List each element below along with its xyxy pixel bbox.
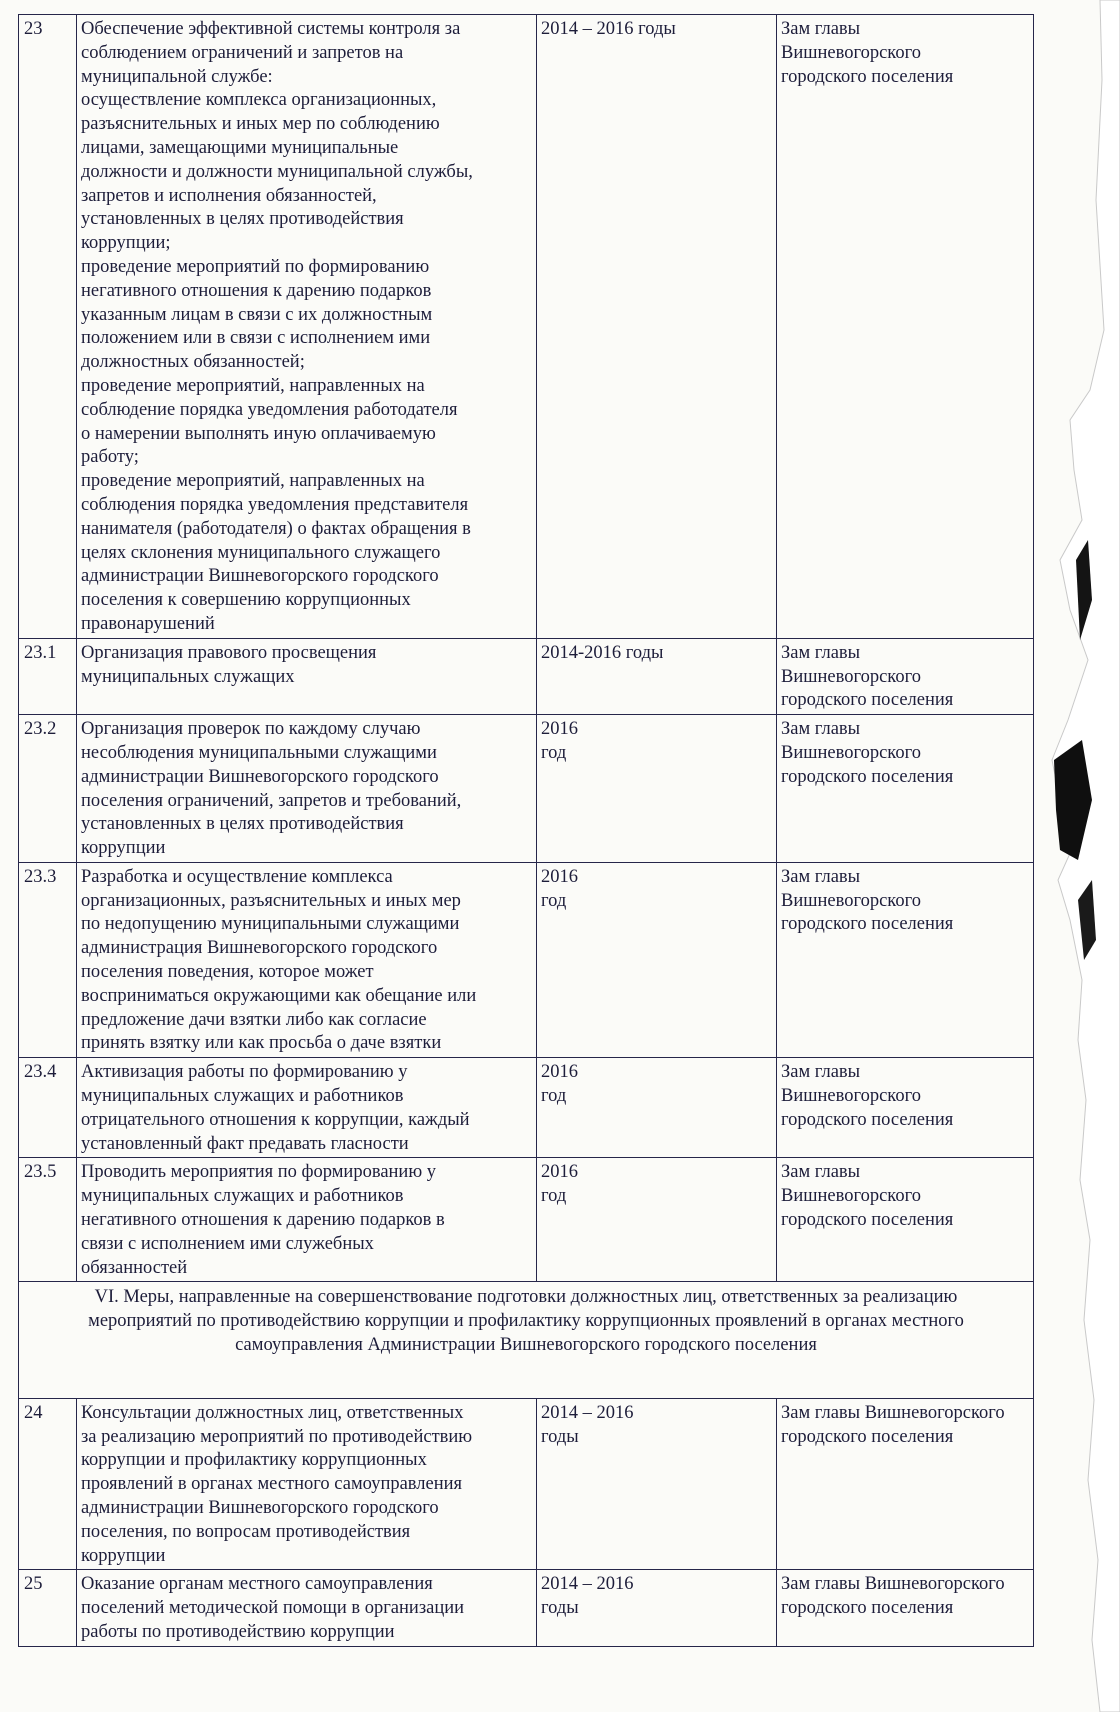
responsible-line: Вишневогорского — [781, 42, 921, 63]
activity-line: должностных обязанностей; — [81, 352, 305, 373]
responsible-line: Вишневогорского — [781, 1186, 921, 1207]
responsible-line: Зам главы — [781, 1162, 861, 1183]
row-number: 25 — [19, 1570, 77, 1646]
activity-line: нанимателя (работодателя) о фактах обращения в — [81, 518, 471, 539]
term-line: 2014 – 2016 — [541, 1402, 634, 1423]
activity-line: организационных, разъяснительных и иных мер — [81, 890, 461, 911]
table-row — [19, 862, 1034, 1057]
term-line: годы — [541, 1426, 579, 1447]
responsible-cell — [777, 862, 1034, 1057]
term-line: год — [541, 1186, 567, 1207]
activity-line: коррупции; — [81, 233, 171, 254]
activity-line: указанным лицам в связи с их должностным — [81, 304, 433, 325]
activity-cell — [77, 638, 537, 714]
table-row — [19, 1398, 1034, 1570]
responsible-line: Зам главы — [781, 866, 861, 887]
term-line: 2016 — [541, 866, 578, 887]
table-row — [19, 15, 1034, 639]
activity-line: лицами, замещающими муниципальные — [81, 137, 399, 158]
section-heading-row — [19, 1282, 1034, 1398]
responsible-line: городского поселения — [781, 66, 954, 87]
table-row — [19, 638, 1034, 714]
activity-line: коррупции — [81, 1545, 166, 1566]
term-cell — [537, 862, 777, 1057]
activity-line: муниципальных служащих — [81, 666, 295, 687]
activity-cell — [77, 1158, 537, 1282]
term-line: 2016 — [541, 1062, 578, 1083]
activity-line: установленных в целях противодействия — [81, 209, 404, 230]
activity-line: установленных в целях противодействия — [81, 814, 404, 835]
activity-line: Активизация работы по формированию у — [81, 1062, 408, 1083]
table-row — [19, 715, 1034, 863]
row-number: 23.1 — [19, 638, 77, 714]
responsible-line: городского поселения — [781, 1426, 954, 1447]
activity-line: установленный факт предавать гласности — [81, 1133, 409, 1154]
activity-line: администрация Вишневогорского городского — [81, 938, 438, 959]
activity-cell — [77, 862, 537, 1057]
activity-line: работу; — [81, 447, 139, 468]
activity-cell — [77, 15, 537, 639]
activity-line: о намерении выполнять иную оплачиваемую — [81, 423, 436, 444]
term-cell — [537, 715, 777, 863]
activity-line: муниципальных служащих и работников — [81, 1186, 404, 1207]
activity-line: поселения к совершению коррупционных — [81, 590, 411, 611]
responsible-line: городского поселения — [781, 1598, 954, 1619]
activity-line: администрации Вишневогорского городского — [81, 1498, 439, 1519]
responsible-line: Зам главы — [781, 642, 861, 663]
term-cell — [537, 15, 777, 639]
responsible-line: городского поселения — [781, 766, 954, 787]
responsible-cell — [777, 15, 1034, 639]
section-heading — [19, 1282, 1034, 1398]
row-number: 23.4 — [19, 1058, 77, 1158]
row-number: 23.5 — [19, 1158, 77, 1282]
responsible-line: Вишневогорского — [781, 666, 921, 687]
term-line: 2016 — [541, 1162, 578, 1183]
measures-table — [18, 14, 1034, 1647]
table-row — [19, 1058, 1034, 1158]
activity-line: положением или в связи с исполнением ими — [81, 328, 431, 349]
activity-line: поселения, по вопросам противодействия — [81, 1521, 411, 1542]
section-heading-line: самоуправления Администрации Вишневогорского городского поселения — [235, 1335, 817, 1356]
responsible-line: городского поселения — [781, 914, 954, 935]
term-line: год — [541, 890, 567, 911]
activity-line: предложение дачи взятки либо как согласие — [81, 1009, 427, 1030]
responsible-cell — [777, 1158, 1034, 1282]
responsible-line: Зам главы Вишневогорского — [781, 1402, 1005, 1423]
responsible-line: Вишневогорского — [781, 1086, 921, 1107]
activity-line: работы по противодействию коррупции — [81, 1622, 395, 1642]
responsible-line: городского поселения — [781, 690, 954, 711]
activity-line: Обеспечение эффективной системы контроля за — [81, 19, 461, 39]
term-line: годы — [541, 1598, 579, 1619]
activity-line: поселений методической помощи в организации — [81, 1598, 465, 1619]
activity-line: правонарушений — [81, 613, 215, 634]
activity-line: Организация проверок по каждому случаю — [81, 719, 421, 740]
section-heading-line: мероприятий по противодействию коррупции и профилактику коррупционных проявлений в органах местного — [88, 1311, 964, 1332]
row-number: 23.2 — [19, 715, 77, 863]
term-cell — [537, 1058, 777, 1158]
activity-line: разъяснительных и иных мер по соблюдению — [81, 114, 440, 135]
term-line: 2014-2016 годы — [541, 642, 664, 663]
term-line: год — [541, 1086, 567, 1107]
activity-line: поселения ограничений, запретов и требований, — [81, 790, 462, 811]
activity-line: администрации Вишневогорского городского — [81, 566, 439, 587]
activity-line: за реализацию мероприятий по противодействию — [81, 1426, 473, 1447]
activity-line: проведение мероприятий, направленных на — [81, 375, 425, 396]
activity-cell — [77, 715, 537, 863]
activity-line: коррупции и профилактику коррупционных — [81, 1450, 427, 1471]
table-row — [19, 1570, 1034, 1646]
term-cell — [537, 1398, 777, 1570]
activity-line: муниципальной службе: — [81, 66, 273, 87]
responsible-cell — [777, 1058, 1034, 1158]
activity-line: отрицательного отношения к коррупции, каждый — [81, 1109, 470, 1130]
activity-line: негативного отношения к дарению подарков в — [81, 1210, 445, 1231]
activity-line: коррупции — [81, 838, 166, 859]
activity-line: обязанностей — [81, 1257, 188, 1278]
responsible-cell — [777, 1570, 1034, 1646]
term-cell — [537, 1570, 777, 1646]
activity-line: принять взятку или как просьба о даче взятки — [81, 1033, 442, 1054]
activity-line: осуществление комплекса организационных, — [81, 90, 437, 111]
term-cell — [537, 1158, 777, 1282]
activity-line: связи с исполнением ими служебных — [81, 1233, 374, 1254]
activity-cell — [77, 1570, 537, 1646]
activity-line: восприниматься окружающими как обещание или — [81, 985, 477, 1006]
activity-line: администрации Вишневогорского городского — [81, 766, 439, 787]
activity-line: несоблюдения муниципальными служащими — [81, 742, 437, 763]
activity-line: Проводить мероприятия по формированию у — [81, 1162, 437, 1183]
table-row — [19, 1158, 1034, 1282]
responsible-cell — [777, 638, 1034, 714]
term-line: 2016 — [541, 719, 578, 740]
activity-line: соблюдение порядка уведомления работодателя — [81, 399, 458, 420]
term-line: 2014 – 2016 годы — [541, 19, 676, 39]
activity-cell — [77, 1398, 537, 1570]
activity-line: целях склонения муниципального служащего — [81, 542, 441, 563]
responsible-line: городского поселения — [781, 1210, 954, 1231]
torn-edge-shadow — [1030, 0, 1120, 1712]
activity-line: соблюдения порядка уведомления представителя — [81, 494, 469, 515]
activity-line: Организация правового просвещения — [81, 642, 377, 663]
activity-line: Разработка и осуществление комплекса — [81, 866, 393, 887]
activity-line: поселения поведения, которое может — [81, 962, 374, 983]
activity-line: соблюдением ограничений и запретов на — [81, 42, 404, 63]
responsible-line: Вишневогорского — [781, 890, 921, 911]
activity-line: проведение мероприятий, направленных на — [81, 471, 425, 492]
activity-line: по недопущению муниципальными служащими — [81, 914, 460, 935]
section-heading-body — [19, 1282, 1034, 1398]
responsible-line: Зам главы Вишневогорского — [781, 1574, 1005, 1595]
term-cell — [537, 638, 777, 714]
activity-line: проявлений в органах местного самоуправления — [81, 1474, 463, 1495]
term-line: 2014 – 2016 — [541, 1574, 634, 1595]
responsible-cell — [777, 715, 1034, 863]
responsible-line: Зам главы — [781, 1062, 861, 1083]
activity-line: запретов и исполнения обязанностей, — [81, 185, 377, 206]
measures-table-body-2 — [19, 1398, 1034, 1646]
term-line: год — [541, 742, 567, 763]
responsible-line: городского поселения — [781, 1109, 954, 1130]
activity-line: Оказание органам местного самоуправления — [81, 1574, 433, 1595]
activity-line: проведение мероприятий по формированию — [81, 256, 430, 277]
activity-line: негативного отношения к дарению подарков — [81, 280, 432, 301]
row-number: 23.3 — [19, 862, 77, 1057]
activity-cell — [77, 1058, 537, 1158]
section-heading-line: VI. Меры, направленные на совершенствование подготовки должностных лиц, ответственных за реализацию — [94, 1287, 958, 1308]
responsible-line: Зам главы — [781, 19, 861, 39]
activity-line: Консультации должностных лиц, ответственных — [81, 1402, 464, 1423]
activity-line: муниципальных служащих и работников — [81, 1086, 404, 1107]
measures-table-body — [19, 15, 1034, 1282]
row-number: 24 — [19, 1398, 77, 1570]
responsible-cell — [777, 1398, 1034, 1570]
responsible-line: Вишневогорского — [781, 742, 921, 763]
activity-line: должности и должности муниципальной службы, — [81, 161, 473, 182]
responsible-line: Зам главы — [781, 719, 861, 740]
row-number: 23 — [19, 15, 77, 639]
